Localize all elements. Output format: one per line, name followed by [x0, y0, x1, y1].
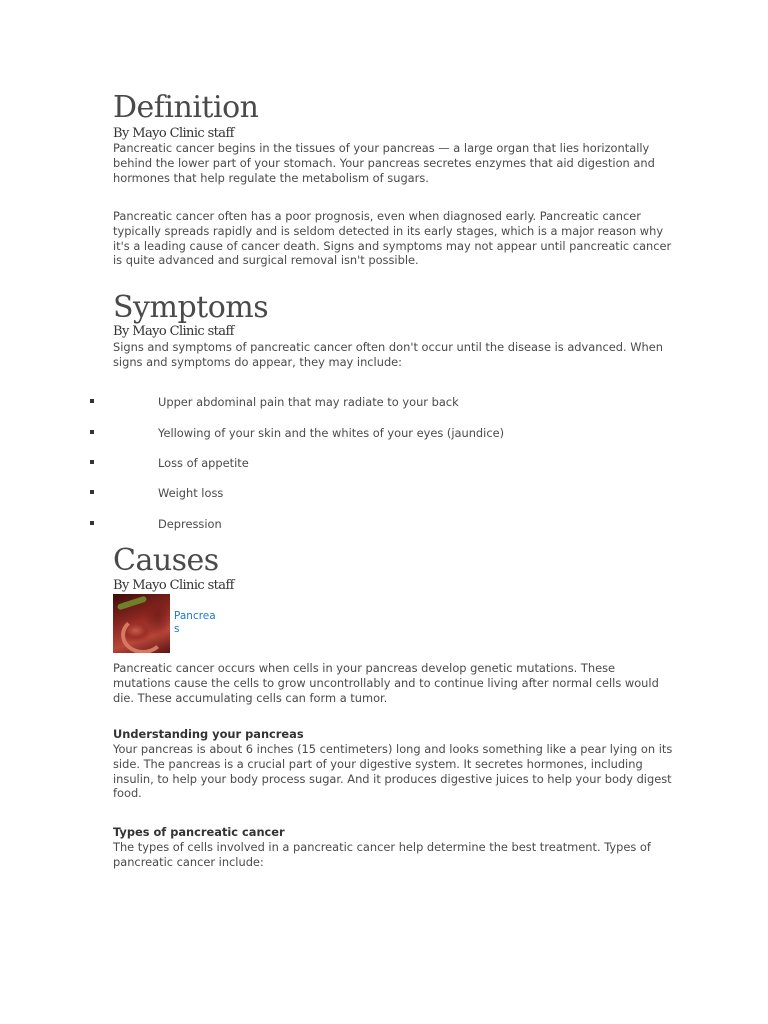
symptoms-intro: Signs and symptoms of pancreatic cancer often don't occur until the disease is advanced. When signs and symptoms do appear, they may include: — [113, 340, 663, 369]
symptom-item: Weight loss — [158, 486, 224, 500]
pancreas-image[interactable] — [113, 594, 170, 653]
bullet-marker — [90, 399, 94, 403]
symptoms-heading: Symptoms — [113, 290, 269, 325]
causes-paragraph-1: Pancreatic cancer occurs when cells in your pancreas develop genetic mutations. These mutations cause the cells to grow uncontrollably and to continue living after normal cells would die. These accumulating cells can form a tumor. — [113, 661, 659, 705]
bullet-marker — [90, 460, 94, 464]
symptoms-byline: By Mayo Clinic staff — [113, 324, 234, 339]
definition-heading: Definition — [113, 90, 259, 125]
causes-paragraph-3: The types of cells involved in a pancreatic cancer help determine the best treatment. Types of pancreatic cancer include: — [113, 840, 651, 869]
symptom-item: Loss of appetite — [158, 456, 249, 470]
image-detail — [121, 616, 165, 653]
causes-byline: By Mayo Clinic staff — [113, 578, 234, 593]
image-detail — [117, 596, 147, 611]
pancreas-image-link[interactable]: Pancreas — [174, 610, 216, 635]
bullet-marker — [90, 521, 94, 525]
understanding-pancreas-subheading: Understanding your pancreas — [113, 727, 304, 741]
symptom-item: Upper abdominal pain that may radiate to your back — [158, 395, 459, 409]
causes-paragraph-2: Your pancreas is about 6 inches (15 centimeters) long and looks something like a pear lying on its side. The pancreas is a crucial part of your digestive system. It secretes hormones, including insulin, to help your body process sugar. And it produces digestive juices to help your body digest food. — [113, 742, 673, 801]
symptom-item: Depression — [158, 517, 222, 531]
bullet-marker — [90, 490, 94, 494]
definition-byline: By Mayo Clinic staff — [113, 126, 234, 141]
definition-paragraph-2: Pancreatic cancer often has a poor prognosis, even when diagnosed early. Pancreatic cancer typically spreads rapidly and is seldom detected in its early stages, which is a major reason why it's a leading cause of cancer death. Signs and symptoms may not appear until pancreatic cancer is quite advanced and surgical removal isn't possible. — [113, 209, 672, 268]
causes-heading: Causes — [113, 543, 219, 578]
bullet-marker — [90, 430, 94, 434]
definition-paragraph-1: Pancreatic cancer begins in the tissues of your pancreas — a large organ that lies horizontally behind the lower part of your stomach. Your pancreas secretes enzymes that aid digestion and hormones that help regulate the metabolism of sugars. — [113, 141, 655, 185]
types-subheading: Types of pancreatic cancer — [113, 825, 285, 839]
symptom-item: Yellowing of your skin and the whites of your eyes (jaundice) — [158, 426, 505, 440]
